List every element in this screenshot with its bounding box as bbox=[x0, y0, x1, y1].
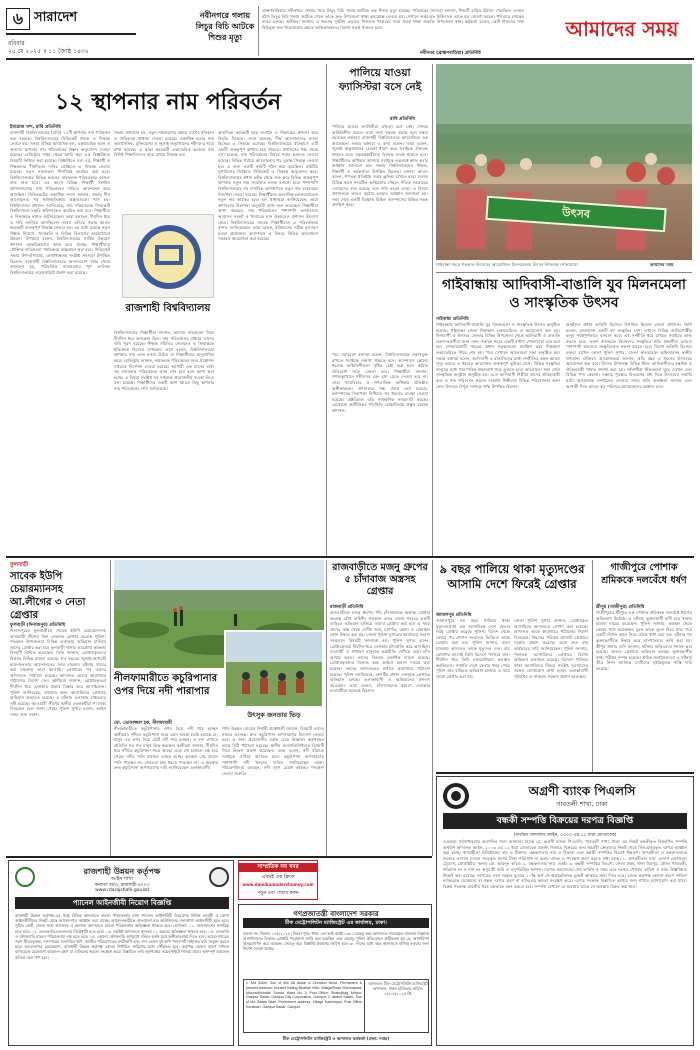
court-footer: চীফ মেট্রোপলিটন ম্যাজিস্ট্রেট ও আদালত কর্মকর্তা (প্রভা: দপ্তর) bbox=[282, 1036, 390, 1041]
gaibandha-rally-photo bbox=[436, 64, 692, 260]
fascist-text: পালিয়ে যাওয়া ফ্যাসিস্টরা এখনো বসে নেই। দেশকে অস্থিতিশীল করতে তারা নানা ষড়যন্ত্র করছে বলে মন্তব্য করেছেন বক্তারা। রাজশাহী বিশ্ববিদ্যালয়ে আয়োজিত এক আলোচনা সভায় বক্তারা এ কথা বলেন। তারা বলেন, জুলাই অভ্যুত্থানের চেতনা ধারণ করে সবাইকে ঐক্যবদ্ধ থাকতে হবে। ষড়যন্ত্রকারীদের বিরুদ্ধে সতর্ক থাকতে হবে। শিক্ষার্থীদের অধিকার আদায়ে সবাইকে একসঙ্গে কাজ করার আহ্বান জানানো হয়। সভায় বিশ্ববিদ্যালয়ের শিক্ষক, শিক্ষার্থী ও কর্মকর্তারা উপস্থিত ছিলেন। বক্তারা আরও বলেন, গণতন্ত্র প্রতিষ্ঠায় সবার ভূমিকা রাখতে হবে। দেশের বিভিন্ন স্থানে সংঘটিত অস্থিরতার পেছনে পতিত সরকারের দোসরদের হাত রয়েছে বলে দাবি করেন তারা। এ বিষয়ে প্রশাসনকে আরও কঠোর হওয়ার আহ্বান জানানো হয়। সভা শেষে একটি বিক্ষোভ মিছিল ক্যাম্পাসের বিভিন্ন সড়ক প্রদক্ষিণ করে। bbox=[332, 124, 428, 208]
teaser-credit: নবীনগর (ব্রাহ্মণবাড়িয়া) প্রতিনিধি bbox=[420, 51, 481, 56]
issue-day: রবিবার bbox=[8, 40, 25, 47]
promo-line4: পড়ুন এবং শেয়ার করুন bbox=[257, 891, 299, 896]
section-title: সারাদেশ bbox=[34, 10, 78, 25]
agrani-bank-name: অগ্রণী ব্যাংক পিএলসি bbox=[528, 784, 636, 798]
gaibandha-byline: গাইবান্ধা প্রতিনিধি bbox=[436, 317, 469, 322]
court-body: মামলা নং: সিআর ১৪৫/২০২৫ (উত্তরা পূর্ব)। ধারা: এন আই অ্যাক্ট-১৩৮। যেহেতু অত্র আদালতে দায়েরকৃত মামলায় নিম্নোক্ত আসামিগণের বিরুদ্ধে গ্রেপ্তারি পরোয়ানা জারি করা হয়েছিল এবং যেহেতু পুলিশ প্রতিবেদনে প্রতীয়মান হয় যে, আসামিগণ আত্মগোপন করে আছেন। সেহেতু অত্র বিজ্ঞপ্তি প্রকাশের তারিখ হতে ৩০ দিনের মধ্যে অত্র আদালতে হাজির হওয়ার জন্য নির্দেশ দেওয়া যাচ্ছে। bbox=[243, 931, 429, 951]
gaibandha-photo-caption: গাইবান্ধা শহরে গতকাল উৎসবের আয়োজিত মিলনমেলার উৎসব উপলক্ষে শোভাযাত্রা bbox=[436, 262, 578, 267]
agrani-bank-notice bbox=[436, 776, 694, 1046]
fugitive-text-col1: জামালপুরে নয় বছর পালিয়ে থাকা মৃত্যুদণ্ডপ্রাপ্ত এক আসামিকে দেশে ফেরার পরই গ্রেপ্তার করেছে পুলিশ। বিদেশ থেকে ফেরার পর গোপন সংবাদের ভিত্তিতে তাকে গ্রেপ্তার করা হয়। পুলিশ জানায়, হত্যা মামলায় আদালত তাকে মৃত্যুদণ্ড দেন। রায় ঘোষণার আগেই তিনি বিদেশে পালিয়ে যান। দীর্ঘদিন ধরে তিনি মালয়েশিয়ায় অবস্থান করছিলেন। সম্প্রতি দেশে ফেরার খবর পেয়ে পুলিশ তার বাড়িতে অভিযান চালায়। এ সময় তাকে গ্রেপ্তার করা হয়। bbox=[436, 618, 510, 679]
fulbari-headline[interactable]: সাবেক ইউপি চেয়ারম্যানসহ আ.লীগের ৩ নেতা গ্রেপ্তার bbox=[10, 571, 86, 621]
university-logo-caption: রাজশাহী বিশ্ববিদ্যালয় bbox=[125, 303, 211, 314]
promo-url[interactable]: www.dainikamadershomoy.com bbox=[242, 882, 314, 887]
gaibandha-photo-credit: আমাদের সময় bbox=[650, 262, 674, 267]
newspaper-logo[interactable]: আমাদের সময় bbox=[565, 17, 679, 41]
court-gov-title: গণপ্রজাতন্ত্রী বাংলাদেশ সরকার bbox=[293, 910, 379, 918]
lead-text-col4: অন্যদিকে কয়েকটি ছাত্র সংগঠন এ সিদ্ধান্তের প্রশংসা করে বিবৃতি দিয়েছে। তারা বলেছে, দীর্ঘ আন্দোলনের ফসল হিসেবে এ সিদ্ধান্ত এসেছে। বিশ্ববিদ্যালয়ের ইতিহাসে এটি একটি গুরুত্বপূর্ণ অধ্যায় হয়ে থাকবে। প্রশাসনের পক্ষ থেকে বলা হয়েছে, নাম পরিবর্তনের বিষয়ে সবার মতামত নেওয়া হয়েছে। বিভিন্ন পর্যায়ে আলোচনার পর চূড়ান্ত সিদ্ধান্ত নেওয়া হয়। এ জন্য একটি কমিটি গঠন করা হয়েছিল। কমিটির সুপারিশের ভিত্তিতে সিন্ডিকেট এ সিদ্ধান্ত অনুমোদন করে। বিশ্ববিদ্যালয়ের প্রধান ফটক থেকে শুরু করে বিভিন্ন গুরুত্বপূর্ণ স্থাপনায় নতুন নাম সংবলিত ফলক বসানো হবে। পাশাপাশি বিশ্ববিদ্যালয়ের সব দাপ্তরিক কাগজপত্রে নতুন নাম ব্যবহারের নির্দেশনা দেওয়া হয়েছে। শিক্ষার্থীদের আবাসিক হলগুলোতেও নতুন নাম কার্যকর হবে। হল প্রাধ্যক্ষরা জানিয়েছেন, তারা প্রশাসনের নির্দেশনা অনুযায়ী কাজ শুরু করেছেন। শিক্ষার্থীরা আশা করছেন, নাম পরিবর্তনের পাশাপাশি হলগুলোর আবাসন সংকট ও খাবারের মান উন্নয়নেও প্রশাসন উদ্যোগ নেবে। বিশ্ববিদ্যালয়ের সাবেক শিক্ষার্থীরাও এ পরিবর্তনকে স্বাগত জানিয়েছেন। তারা বলেন, ইতিহাসের সঠিক মূল্যায়ন হওয়া প্রয়োজন। ক্যাম্পাসে এ বিষয়ে বিভিন্ন আলোচনা সভারও আয়োজন করা হয়েছে। bbox=[218, 130, 318, 242]
court-table-dates: আদালত: চীফ মেট্রোপলিটন ম্যাজিস্ট্রেট আদালত, ঢাকা। হাজিরার তারিখ: ১৫/০৬/২০২৫ খ্রি. bbox=[368, 981, 428, 996]
agrani-bank-logo-icon bbox=[443, 783, 469, 809]
gaibandha-headline[interactable]: গাইবান্ধায় আদিবাসী-বাঙালি যুব মিলনমেলা ও সাংস্কৃতিক উৎসব bbox=[442, 277, 686, 311]
rda-website-link[interactable]: www.rdarajshahi.gov.bd bbox=[95, 888, 149, 893]
promo-line2: এখনই এক ক্লিকে bbox=[261, 875, 295, 880]
lead-text-col1: রাজশাহী বিশ্ববিদ্যালয়ের (রাবি) ১২টি স্থাপনার নাম পরিবর্তন করা হয়েছে। বিশ্ববিদ্যালয়ের সিন্ডিকেট সভায় এ সিদ্ধান্ত নেওয়া হয়। সভায় বিভিন্ন আবাসিক হল, একাডেমিক ভবন ও অন্যান্য স্থাপনার নাম পরিবর্তনের প্রস্তাব অনুমোদন দেওয়া হয়েছে। রেজিস্ট্রার দপ্তর থেকে জারি করা এক বিজ্ঞপ্তিতে বিষয়টি নিশ্চিত করা হয়েছে। বিজ্ঞপ্তিতে বলা হয়, শিক্ষার্থী ও শিক্ষকদের দীর্ঘদিনের দাবির প্রেক্ষিতে এ সিদ্ধান্ত নেওয়া হয়েছে। নতুন নামগুলো শিগগিরই কার্যকর করা হবে। বিশ্ববিদ্যালয়ের বিভিন্ন ভবনের নামফলক পরিবর্তনের কাজও দ্রুত শুরু হবে। এর আগে বিভিন্ন শিক্ষার্থী সংগঠন স্থাপনাগুলোর নাম পরিবর্তনের দাবিতে আন্দোলন করে আসছিল। সিন্ডিকেটের একাধিক সদস্য জানান, সভায় দীর্ঘ আলোচনার পর সর্বসম্মতিক্রমে প্রস্তাবগুলো পাস হয়। বিশ্ববিদ্যালয় প্রশাসন জানিয়েছে, নাম পরিবর্তনের সিদ্ধান্তটি বিশ্ববিদ্যালয় মঞ্জুরি কমিশনকেও অবহিত করা হবে। শিক্ষার্থীরা এ সিদ্ধান্তকে স্বাগত জানিয়েছেন। তারা বলছেন, দীর্ঘদিন ধরে এ দাবি জানিয়ে আসছিলেন তারা। এদিকে সভায় আরও কয়েকটি গুরুত্বপূর্ণ সিদ্ধান্ত নেওয়া হয়। এর মধ্যে রয়েছে নতুন শিক্ষক নিয়োগ, পদোন্নতি ও বিভিন্ন বিভাগের অবকাঠামো উন্নয়ন। উপাচার্য বলেন, বিশ্ববিদ্যালয়ের সার্বিক উন্নয়নে প্রশাসন আন্তরিকভাবে কাজ করে যাচ্ছে। শিক্ষার্থীদের যৌক্তিক দাবিগুলো পর্যায়ক্রমে বাস্তবায়ন করা হবে। সিন্ডিকেট সভায় উপ-উপাচার্য, কোষাধ্যক্ষসহ সংশ্লিষ্ট সদস্যরা উপস্থিত ছিলেন। রাজশাহী বিশ্ববিদ্যালয়ের জনসংযোগ দপ্তর থেকে জানানো হয়, পরিবর্তিত নামগুলোর পূর্ণ তালিকা বিশ্ববিদ্যালয়ের ওয়েবসাইটে প্রকাশ করা হয়েছে। bbox=[10, 130, 110, 275]
agrani-body: এতদ্বারা সর্বসাধারণের অবগতির জন্য জানানো যাচ্ছে যে, অগ্রণী ব্যাংক পিএলসি, গাবতলী শাখা, ঢাকা এর নিকট বন্ধকীকৃত নিম্নবর্ণিত সম্পত্তি অর্থঋণ আদালত আইন, ২০০৩ এর ১২ ধারা মোতাবেক প্রকাশ্য নিলামে বিক্রয়ের জন্য আগ্রহী ক্রেতাদের নিকট থেকে সিলমোহরকৃত দরপত্র আহ্বান করা হচ্ছে। ঋণগ্রহীতা প্রতিষ্ঠানের নাম ও ঠিকানা, বন্ধকদাতার নাম ও ঠিকানা এবং বন্ধকী সম্পত্তির বিবরণ নিম্নরূপ। ঋণগ্রহীতা ও বন্ধকদাতাকে বারবার তাগাদা দেওয়া সত্ত্বেও ঋণের টাকা পরিশোধ না করায় ব্যাংক এ পদক্ষেপ গ্রহণ করতে বাধ্য হচ্ছে। ১. ঋণগ্রহীতার নাম: মেসার্স জেনারেল ট্রেডার্স, প্রোপ্রাইটর: জনাব মো. আবদুল করিম। ২. বন্ধকদাতার নাম: একই। ৩. বন্ধকী সম্পত্তির বিবরণ: জেলা ঢাকা, থানা মিরপুর, মৌজা গাবতলী, খতিয়ান নং ও দাগ নং অনুযায়ী জমি ও তদুপরিস্থিত স্থাপনা। দরপত্র জমাদানের শেষ তারিখ ও সময় এবং দরপত্র খোলার তারিখ ও সময় বিজ্ঞপ্তিতে উল্লেখ করা হয়েছে। দরপত্রের সঙ্গে দরকৃত মূল্যের ১০% অর্থ পে-অর্ডার/ব্যাংক ড্রাফট আকারে জমা দিতে হবে। ব্যাংক কর্তৃপক্ষ কোনো কারণ দর্শানো ব্যতিরেকে যেকোনো বা সকল দরপত্র গ্রহণ বা বাতিলের ক্ষমতা সংরক্ষণ করে। দরপত্র সংক্রান্ত বিস্তারিত তথ্যের জন্য শাখায় যোগাযোগ করা যাবে। বিক্রয় সংক্রান্ত যাবতীয় খরচ ক্রেতাকে বহন করতে হবে। সম্পত্তি যেখানে যে অবস্থায় আছে সে অবস্থায় বিক্রয় করা হবে। bbox=[443, 839, 687, 889]
gaibandha-text-col1: গাইবান্ধায় আদিবাসী-বাঙালি যুব মিলনমেলা ও সাংস্কৃতিক উৎসব অনুষ্ঠিত হয়েছে। গাইবান্ধা জেলা শিল্পকলা একাডেমিতে এ আয়োজন করা হয়। দিনব্যাপী এ উৎসবে জেলার বিভিন্ন উপজেলা থেকে আদিবাসী ও বাঙালি তরুণ-তরুণীরা অংশ নেন। সকালে শহরে একটি বর্ণাঢ্য শোভাযাত্রা বের করা হয়। শোভাযাত্রাটি শহরের প্রধান সড়কগুলো প্রদক্ষিণ করে শিল্পকলা একাডেমিতে গিয়ে শেষ হয়। পরে সেখানে আলোচনা সভা অনুষ্ঠিত হয়। সভায় বক্তারা বলেন, আদিবাসী ও বাঙালিদের মধ্যে সম্প্রীতির বন্ধন আরও সুদৃঢ় করতে এ ধরনের আয়োজন গুরুত্বপূর্ণ ভূমিকা রাখে। বিভিন্ন সংস্কৃতির মানুষের মধ্যে পারস্পরিক শ্রদ্ধাবোধ গড়ে তুলতে হবে। আলোচনা সভা শেষে সাংস্কৃতিক অনুষ্ঠান অনুষ্ঠিত হয়। এতে আদিবাসী শিল্পীরা তাদের ঐতিহ্যবাহী নৃত্য ও গান পরিবেশন করেন। বাঙালি শিল্পীরাও বিভিন্ন পরিবেশনায় অংশ নেন। উৎসবে বিপুল সংখ্যক দর্শক উপস্থিত ছিলেন। bbox=[436, 322, 560, 389]
rda-org-name: রাজশাহী উন্নয়ন কর্তৃপক্ষ bbox=[83, 867, 161, 876]
nilphamari-text-col2: পানি উন্নয়ন বোর্ডের নির্বাহী প্রকৌশলী জানান, বিষয়টি তাদের নজরে এসেছে। দ্রুত কচুরিপানা অপসারণের উদ্যোগ নেওয়া হবে। এ জন্য প্রয়োজনীয় বরাদ্দ চেয়ে ঊর্ধ্বতন কর্তৃপক্ষের কাছে চিঠি পাঠানো হয়েছে। স্থানীয় জনপ্রতিনিধিরাও বিষয়টি নিয়ে উদ্বেগ প্রকাশ করেছেন। তারা বলেন, নদী বাঁচাতে সবাইকে এগিয়ে আসতে হবে। কচুরিপানা অপসারণের পাশাপাশি নদী খননের দাবিও জানিয়েছেন তারা। পরিবেশবিদরা বলছেন, নদী দূষণ রোধে কার্যকর পদক্ষেপ নেওয়া জরুরি। bbox=[222, 726, 324, 776]
rda-body: রাজশাহী উন্নয়ন কর্তৃপক্ষ-এর পক্ষে বিভিন্ন আদালতে মামলা পরিচালনার জন্য প্যানেল আইনজীবী নিয়োগের নিমিত্ত আগ্রহী ও যোগ্য আইনজীবীদের নিকট থেকে আবেদনপত্র আহ্বান করা যাচ্ছে। আবেদনকারীকে বাংলাদেশ বার কাউন্সিলের সনদপ্রাপ্ত আইনজীবী হতে হবে। সুপ্রিম কোর্ট, জেলা জজ আদালত ও অন্যান্য আদালতে মামলা পরিচালনার অভিজ্ঞতা থাকতে হবে। যোগ্যতা: ০১. বাংলাদেশের নাগরিক হতে হবে। ০২. এলএলবি/এলএলএম ডিগ্রিধারী হতে হবে। ০৩. সংশ্লিষ্ট আদালতে ন্যূনতম ১০ বছরের অভিজ্ঞতা থাকতে হবে। ০৪. দেওয়ানি ও ফৌজদারি মামলা পরিচালনায় দক্ষ হতে হবে। ০৫. কোনো ফৌজদারি অপরাধে দণ্ডিত হননি মর্মে অঙ্গীকারনামা দিতে হবে। আবেদনপত্রের সঙ্গে জীবনবৃত্তান্ত, সনদপত্রের সত্যায়িত কপি, জাতীয় পরিচয়পত্রের ফটোকপি এবং সদ্য তোলা দুই কপি পাসপোর্ট সাইজের ছবি সংযুক্ত করতে হবে। আবেদনপত্র চেয়ারম্যান, রাজশাহী উন্নয়ন কর্তৃপক্ষ বরাবর নির্ধারিত তারিখের মধ্যে পৌঁছাতে হবে। কর্তৃপক্ষ কোনো কারণ দর্শানো ব্যতিরেকে যেকোনো আবেদন গ্রহণ বা বাতিলের ক্ষমতা সংরক্ষণ করে। বিস্তারিত তথ্য কর্তৃপক্ষের ওয়েবসাইটে পাওয়া যাবে। অসম্পূর্ণ আবেদন বাতিল বলে গণ্য হবে। bbox=[15, 913, 229, 960]
rda-address: বনলতা বা/এ, রাজশাহী-৬২০৩ bbox=[94, 883, 150, 888]
crowd-caption: উৎসুক জনতার ভিড় bbox=[247, 711, 301, 719]
court-table-defendants: 1. Md Solim, Son of Md. Ali Akbar & Zinnatun Nesa, Permanent & present address: House/Holding Bhaban Villa, Village/Road Sheorapara, Mouza/Mohalla: Sonda, Ward No. 3, Post Office: Shabujbag, Mirpur, Gazipur Sadar, Gazipur City Corporation, Gazipur. 2. Abdus Salam, Son of Md Sadek Miah, Permanent address: Village Kashimpur, Post Office Konabari, Gazipur Sadar, Gazipur. bbox=[246, 981, 362, 1009]
issue-date: ২৫ মে ২০২৫ ॥ ১১ জ্যৈষ্ঠ ১৪৩২ bbox=[8, 48, 89, 55]
gazipur-text: গাজীপুরের শ্রীপুরে এক পোশাক শ্রমিককে দলবেঁধে ধর্ষণের অভিযোগ উঠেছে। এ ঘটনায় ভুক্তভোগী বাদী হয়ে থানায় মামলা দায়ের করেছেন। পুলিশ জানায়, কর্মস্থল থেকে ফেরার পথে কয়েকজন যুবক তাকে তুলে নিয়ে যায়। পরে একটি নির্জন স্থানে নিয়ে তাকে ধর্ষণ করা হয়। ঘটনার পর ভুক্তভোগীকে উদ্ধার করে হাসপাতালে ভর্তি করা হয়। শ্রীপুর থানার ওসি জানান, ঘটনায় জড়িতদের শনাক্ত করা হয়েছে। তাদের গ্রেপ্তারে অভিযান চলছে। ভুক্তভোগীর স্বাস্থ্য পরীক্ষা সম্পন্ন হয়েছে। শ্রমিক সংগঠনগুলো এ ঘটনার তীব্র নিন্দা জানিয়ে দোষীদের দৃষ্টান্তমূলক শাস্তি দাবি করেছে। bbox=[596, 610, 692, 671]
promo-line1: সাম্প্রতিক সব খবর bbox=[239, 863, 317, 872]
rajbari-headline[interactable]: রাজবাড়ীতে মজনু গ্রুপের ৫ চাঁদাবাজ অস্ত্রসহ গ্রেপ্তার bbox=[332, 562, 428, 597]
rda-office: আইন শাখা bbox=[110, 876, 134, 882]
university-logo bbox=[122, 214, 214, 298]
fascist-credit: রাবি প্রতিনিধি bbox=[390, 117, 415, 122]
bangladesh-emblem-icon bbox=[15, 867, 35, 887]
fulbari-text: দিনাজপুরের ফুলবাড়ীতে সাবেক ইউপি চেয়ারম্যানসহ আওয়ামী লীগের তিন নেতাকে গ্রেপ্তার করেছে পুলিশ। গতকাল উপজেলার বিভিন্ন এলাকায় অভিযান চালিয়ে তাদের গ্রেপ্তার করা হয়। ফুলবাড়ী থানার ভারপ্রাপ্ত কর্মকর্তা বিষয়টি নিশ্চিত করেছেন। তিনি জানান, গ্রেপ্তারকৃতদের বিরুদ্ধে বিভিন্ন মামলা রয়েছে। গত বছরের জুলাই-আগস্টে ছাত্র-জনতার আন্দোলনের সময় হামলার ঘটনায় দায়ের করা মামলায় তারা আসামি। গ্রেপ্তারের পর তাদের আদালতে পাঠানো হয়েছে। আদালত তাদের কারাগারে পাঠানোর নির্দেশ দেন। স্থানীয়রা জানান, গ্রেপ্তারকৃতরা দীর্ঘদিন ধরে এলাকায় প্রভাব বিস্তার করে আসছিলেন। পুলিশ জানিয়েছে, মামলার অন্য আসামিদের গ্রেপ্তারে অভিযান অব্যাহত রয়েছে। এ ঘটনায় এলাকায় চাঞ্চল্যের সৃষ্টি হয়েছে। আওয়ামী লীগের স্থানীয় নেতাকর্মীরা গা ঢাকা দিয়েছেন বলে জানা গেছে। পুলিশ সুপার বলেন, আইন সবার জন্য সমান। bbox=[10, 628, 106, 717]
teaser-text: ব্রাহ্মণবাড়িয়ার নবীনগরে খেলার সময় লিচুর বিচি গলায় আটকে এক শিশুর মৃত্যু হয়েছে। পরিবারের সদস্যরা জানান, শিশুটি বাড়ির উঠানে খেলছিল। এসময় হঠাৎ লিচুর বিচি গলায় আটকে গেলে তাকে দ্রুত উপজেলা স্বাস্থ্য কমপ্লেক্সে নেওয়া হয়। সেখানে কর্তব্যরত চিকিৎসক তাকে মৃত ঘোষণা করেন। পরিবারে শোকের মাতম চলছে। স্থানীয়রা জানান, এ ধরনের দুর্ঘটনা এড়াতে শিশুদের খাবারের সময় সতর্ক থাকা জরুরি। উপজেলা স্বাস্থ্য কর্মকর্তা বলেন, ছোট শিশুদের শক্ত বিচিযুক্ত ফল খাওয়ানোর ক্ষেত্রে অভিভাবকদের বিশেষ সতর্ক থাকতে হবে। bbox=[262, 8, 524, 30]
rda-notice bbox=[8, 860, 234, 1046]
agrani-subtitle: (অর্থঋণ আদালত আইন, ২০০৩ এর ১২ ধারা মোতাবেক) bbox=[513, 833, 617, 838]
fugitive-headline[interactable]: ৯ বছর পালিয়ে থাকা মৃত্যুদণ্ডের আসামি দেশে ফিরেই গ্রেপ্তার bbox=[439, 562, 585, 591]
court-office-title: চীফ মেট্রোপলিটন ম্যাজিস্ট্রেট এর কার্যালয়, ঢাকা। bbox=[243, 918, 429, 928]
teaser-headline[interactable]: নবীনগরে গলায় লিচুর বিচি আটকে শিশুর মৃত্যু bbox=[195, 10, 255, 42]
page-number-box: ৬ bbox=[6, 8, 30, 30]
rajbari-byline: রাজবাড়ী প্রতিনিধি bbox=[330, 605, 364, 610]
lead-byline: ইমরোজ খন্দ, রাবি প্রতিনিধি bbox=[10, 125, 61, 130]
nilphamari-text-col1: নীলফামারীতে কচুরিপানার ওপর দিয়ে নদী পার হচ্ছেন স্থানীয়রা। নদীতে কচুরিপানা জমে এমন অবস্থা তৈরি হয়েছে যে, মানুষ এর ওপর দিয়ে হেঁটে নদী পার হচ্ছেন। এ দৃশ্য দেখতে প্রতিদিন শত শত মানুষ ভিড় করছেন। স্থানীয়রা জানান, দীর্ঘদিন ধরে নদীতে কচুরিপানা জমে আছে। এতে নৌ চলাচল বন্ধ হয়ে গেছে। নদীর পানি প্রবাহও ব্যাহত হচ্ছে। কৃষকরা সেচ কাজে পানি পাচ্ছেন না। জেলেরা মাছ ধরতে পারছেন না। এ অবস্থায় দ্রুত কচুরিপানা অপসারণের দাবি জানিয়েছেন এলাকাবাসী। bbox=[114, 726, 218, 771]
university-seal-icon bbox=[123, 215, 215, 299]
agrani-branch: গাবতলী শাখা, ঢাকা bbox=[556, 800, 608, 808]
fugitive-text-col2: জেলা পুলিশ সুপার জানান, গ্রেপ্তারকৃত আসামিকে আদালতে সোপর্দ করা হয়েছে। আদালত তাকে কারাগারে পাঠানোর নির্দেশ দিয়েছেন। নিহতের পরিবার আসামি গ্রেপ্তারে সন্তোষ প্রকাশ করেছে। তারা দ্রুত রায় কার্যকরের দাবি জানিয়েছেন। পুলিশ জানায়, পলাতক আসামিদের গ্রেপ্তারে বিশেষ অভিযান অব্যাহত রয়েছে। বিদেশে পালিয়ে থাকা আসামিদের বিষয়ে সংশ্লিষ্ট দূতাবাসের সঙ্গেও যোগাযোগ রাখা হচ্ছে। এলাকাবাসী পুলিশের এ সাফল্যে সন্তোষ প্রকাশ করেছেন। bbox=[514, 618, 588, 679]
fascist-headline[interactable]: পালিয়ে যাওয়া ফ্যাসিস্টরা বসে নেই bbox=[338, 67, 422, 93]
fulbari-byline: ফুলবাড়ী (দিনাজপুর) প্রতিনিধি bbox=[10, 623, 66, 628]
court-notice bbox=[238, 904, 432, 1046]
rda-logo-icon bbox=[209, 867, 229, 887]
gazipur-headline[interactable]: গাজীপুরে পোশাক শ্রমিককে দলবেঁধে ধর্ষণ bbox=[601, 562, 687, 586]
rda-notice-title: প্যানেল আইনজীবী নিয়োগ বিজ্ঞপ্তি bbox=[15, 897, 229, 909]
agrani-notice-title: বন্ধকী সম্পত্তি বিক্রয়ের দরপত্র বিজ্ঞপ্তি bbox=[443, 813, 687, 829]
rajbari-text: রাজবাড়ীতে মজনু গ্রুপের পাঁচ চাঁদাবাজকে অস্ত্রসহ গ্রেপ্তার করেছে যৌথ বাহিনী। গতকাল রাতে জেলা শহরের একটি বাড়িতে অভিযান চালিয়ে তাদের গ্রেপ্তার করা হয়। এ সময় তাদের কাছ থেকে দেশীয় অস্ত্র, চাপাতি, রামদা ও মোবাইল ফোন উদ্ধার করা হয়। জেলা পুলিশ সুপারের কার্যালয়ে সংবাদ সম্মেলনে বিষয়টি জানানো হয়। পুলিশ সুপার বলেন, গ্রেপ্তারকৃতরা দীর্ঘদিন ধরে এলাকায় চাঁদাবাজি করে আসছিল। ব্যবসায়ী ও সাধারণ মানুষকে ভয়ভীতি দেখিয়ে তারা চাঁদা আদায় করত। তাদের বিরুদ্ধে একাধিক মামলা রয়েছে। গ্রেপ্তারকৃতদের বিরুদ্ধে অস্ত্র আইনে মামলা দায়ের করা হয়েছে। তাদের আদালতের মাধ্যমে কারাগারে পাঠানো হয়েছে। পুলিশ জানিয়েছে, গ্রুপটির প্রধান মজনুকে গ্রেপ্তারে অভিযান চলছে। এলাকাবাসী এ অভিযানের প্রশংসা করেছেন। তারা বলেন, চাঁদাবাজদের কারণে এলাকার ব্যবসায়ীরা আতঙ্কে ছিলেন। bbox=[330, 610, 430, 694]
nilphamari-byline: মো. তোফাজ্জল হক, নীলফামারী bbox=[114, 721, 172, 726]
fulbari-kicker: ফুলবাড়ী bbox=[10, 562, 29, 568]
fugitive-byline: জামালপুর প্রতিনিধি bbox=[436, 613, 472, 618]
gazipur-byline: শ্রীপুর (গাজীপুর) প্রতিনিধি bbox=[596, 605, 645, 610]
lead-text-col3: বিশ্ববিদ্যালয়ের শিক্ষার্থীরা জানান, আগের নামগুলো নিয়ে দীর্ঘদিন ধরে অসন্তোষ ছিল। নাম পরিবর্তনের মাধ্যমে তাদের দাবি পূরণ হয়েছে। শিক্ষক সমিতির নেতারাও এ সিদ্ধান্তকে ইতিবাচক হিসেবে দেখছেন। তারা বলেন, বিশ্ববিদ্যালয়ের স্থাপনার নাম এমন হওয়া উচিত যা শিক্ষার্থীদের অনুপ্রাণিত করে। রেজিস্ট্রার জানান, নামফলক পরিবর্তনের জন্য প্রকৌশল দপ্তরকে নির্দেশনা দেওয়া হয়েছে। আগামী এক মাসের মধ্যে সব নামফলক পরিবর্তনের কাজ শেষ হবে বলে আশা করা হচ্ছে। এ বিষয়ে সংশ্লিষ্ট সব দপ্তরকে প্রয়োজনীয় ব্যবস্থা নিতে বলা হয়েছে। শিক্ষার্থীদের একটি অংশ আরও কিছু স্থাপনার নাম পরিবর্তনের দাবি জানিয়েছে। bbox=[114, 330, 214, 391]
nilphamari-headline[interactable]: নীলফামারীতে কচুরিপানার ওপর দিয়ে নদী পারাপার bbox=[114, 673, 218, 697]
crowd-photo bbox=[224, 630, 324, 708]
website-promo[interactable] bbox=[238, 860, 318, 900]
court-table bbox=[243, 979, 429, 1033]
rally-banner: উৎসব bbox=[485, 196, 666, 232]
lead-text-col2: সভায় জানানো হয়, নতুন নামকরণের ক্ষেত্রে দেশের ইতিহাস ও ঐতিহ্যকে প্রাধান্য দেওয়া হয়েছে। একাধিক হলের নাম ভাষাসৈনিক, মুক্তিযোদ্ধা ও জুলাই অভ্যুত্থানের শহীদদের নামে রাখা হয়েছে। এ ছাড়া কয়েকটি একাডেমিক ভবনের নাম বিশিষ্ট শিক্ষাবিদদের নামে রাখার সিদ্ধান্ত হয়। bbox=[114, 130, 214, 158]
fascist-text-2: পরে সমাবেশে বক্তারা বলেন, বিশ্ববিদ্যালয়কে সন্ত্রাসমুক্ত রাখতে সবাইকে সজাগ থাকতে হবে। ক্যাম্পাসে কোনো ধরনের অস্থিতিশীলতা সৃষ্টির চেষ্টা করা হলে কঠোর প্রতিরোধ গড়ে তোলা হবে। শিক্ষার্থীরা জানান, গণঅভ্যুত্থানে শহীদদের রক্ত বৃথা যেতে দেওয়া হবে না। তারা ন্যায়বিচার ও গণতান্ত্রিক অধিকার প্রতিষ্ঠায় অঙ্গীকারবদ্ধ। প্রশাসনের পক্ষ থেকে বলা হয়েছে, ক্যাম্পাসের নিরাপত্তা নিশ্চিতে সব ধরনের ব্যবস্থা নেওয়া হয়েছে। প্রক্টরিয়াল বডি সার্বক্ষণিক নজরদারি করছে। যেকোনো অপ্রীতিকর পরিস্থিতি মোকাবিলায় প্রস্তুত রয়েছে প্রশাসন। bbox=[332, 352, 428, 413]
gaibandha-text-col2: অনুষ্ঠানে প্রধান অতিথি হিসেবে উপস্থিত ছিলেন জেলা প্রশাসক। তিনি বলেন, বাংলাদেশ একটি বহু সংস্কৃতির দেশ। এখানে বিভিন্ন জাতিগোষ্ঠীর মানুষ শান্তিপূর্ণভাবে বসবাস করে। এই সম্প্রীতি ধরে রাখতে সবাইকে কাজ করতে হবে। তরুণ প্রজন্মকে নিজেদের সংস্কৃতির প্রতি শ্রদ্ধাশীল হওয়ার পাশাপাশি অন্যদের সংস্কৃতিকেও সম্মান করতে হবে। বিশেষ অতিথি হিসেবে বক্তব্য রাখেন জেলা পুলিশ সুপার, জেলা কালচারাল অফিসারসহ স্থানীয় গণ্যমান্য ব্যক্তিরা। আয়োজকরা জানান, প্রতি বছর এ ধরনের উৎসবের আয়োজন করা হবে। উৎসব উপলক্ষে বিভিন্ন স্টলে আদিবাসীদের হস্তশিল্প ও ঐতিহ্যবাহী খাবার প্রদর্শন করা হয়। দর্শনার্থীরা স্টলগুলো ঘুরে দেখেন এবং বিভিন্ন পণ্য কেনেন। সন্ধ্যায় পুরস্কার বিতরণের মধ্য দিয়ে উৎসবের সমাপ্তি ঘটে। আয়োজক সংগঠনের নেতারা সবার প্রতি কৃতজ্ঞতা জানান এবং আগামী দিনে আরও বড় পরিসরে আয়োজনের আশ্বাস দেন। bbox=[566, 322, 692, 389]
lead-headline[interactable]: ১২ স্থাপনার নাম পরিবর্তন bbox=[55, 89, 281, 115]
